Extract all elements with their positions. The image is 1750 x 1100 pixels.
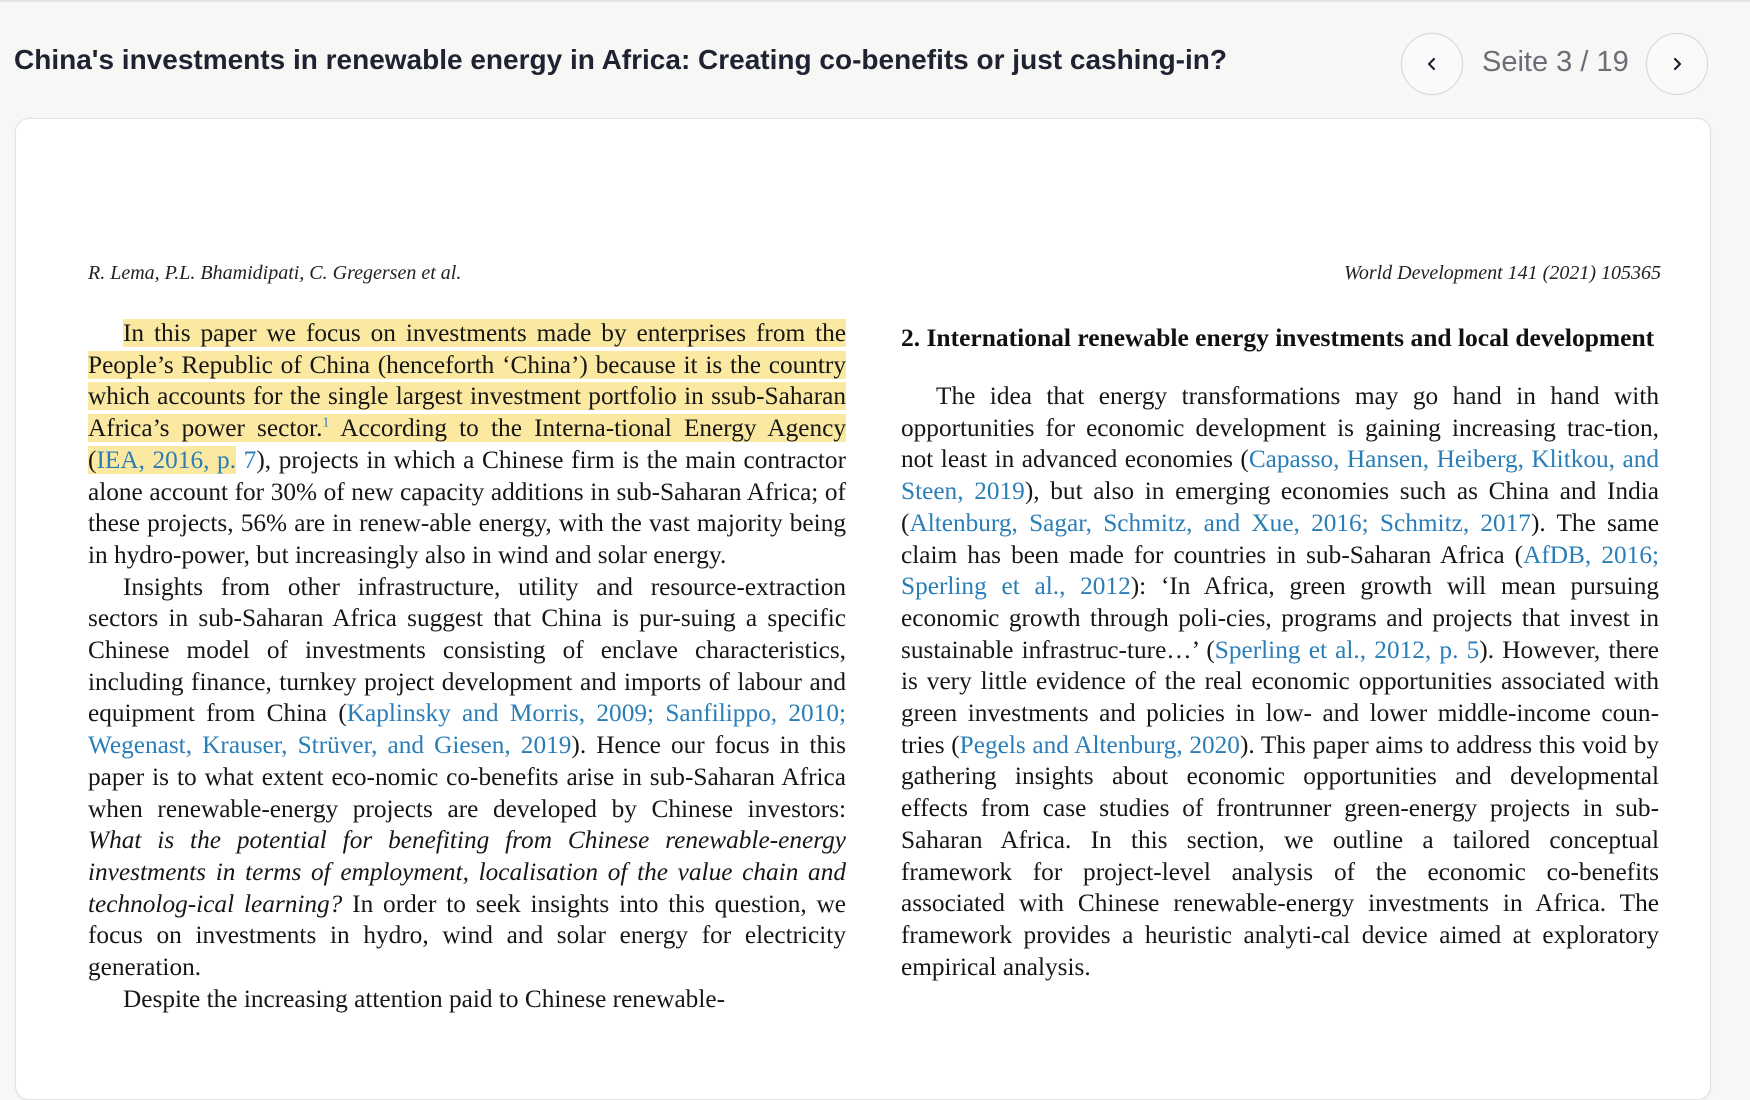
paragraph-text: ). The same claim has been made for countries in sub-Saharan Africa (	[901, 508, 1659, 569]
section-heading: 2. International renewable energy investments and local development	[901, 323, 1655, 352]
paragraph	[88, 318, 846, 572]
citation-link[interactable]: IEA, 2016, p.	[96, 445, 237, 474]
paragraph-text: ). However, there is very little evidence of the real economic opportunities associated with green investments and policies in low- and lower middle-income coun-tries (	[901, 635, 1660, 759]
running-head-authors: R. Lema, P.L. Bhamidipati, C. Gregersen et al.	[88, 262, 462, 284]
paragraph-text: In order to seek insights into this question, we focus on investments in hydro, wind and solar energy for electricity generation.	[88, 889, 846, 982]
citation-link[interactable]: Altenburg, Sagar, Schmitz, and Xue, 2016; Schmitz, 2017	[909, 508, 1531, 537]
running-head-journal: World Development 141 (2021) 105365	[1344, 262, 1661, 284]
document-title: China's investments in renewable energy in Africa: Creating co-benefits or just cashing-in?	[14, 44, 1227, 75]
paragraph	[901, 381, 1659, 983]
paragraph-text: ), projects in which a Chinese firm is the main contractor alone account for 30% of new capacity additions in sub-Saharan Africa; of these projects, 56% are in renew-able energy, with the vast majority being in hydro-power, but increasingly also in wind and solar energy.	[88, 445, 847, 569]
right-column	[901, 318, 1659, 983]
research-question: What is the potential for benefiting from Chinese renewable-energy investments in terms of employment, localisation of the value chain and technolog-ical learning?	[88, 826, 846, 918]
top-divider	[0, 0, 1750, 2]
left-column	[88, 318, 846, 1015]
previous-page-button[interactable]	[1401, 33, 1463, 95]
citation-link[interactable]: 7	[236, 445, 257, 474]
paragraph: Despite the increasing attention paid to Chinese renewable-	[123, 984, 725, 1013]
citation-link[interactable]: AfDB, 2016; Sperling et al., 2012	[901, 540, 1659, 601]
citation-link[interactable]: Kaplinsky and Morris, 2009; Sanfilippo, 2010; Wegenast, Krauser, Strüver, and Giesen, 2019	[88, 699, 846, 760]
paragraph-text: ): ‘In Africa, green growth will mean pursuing economic growth through poli-cies, programs and projects that invest in sustainable infrastruc-ture…’ (	[901, 572, 1660, 664]
citation-link[interactable]: Capasso, Hansen, Heiberg, Klitkou, and Steen, 2019	[901, 445, 1659, 506]
page-indicator: Seite 3 / 19	[1482, 46, 1629, 78]
footnote-marker[interactable]: 1	[322, 415, 330, 431]
citation-link[interactable]: Sperling et al., 2012, p. 5	[1214, 635, 1480, 664]
chevron-left-icon	[1424, 56, 1440, 72]
next-page-button[interactable]	[1646, 33, 1708, 95]
paragraph-text: ), but also in emerging economies such as China and India (	[901, 477, 1659, 537]
paragraph	[88, 572, 846, 984]
paragraph-text: ). This paper aims to address this void by gathering insights about economic opportunities and developmental effects from case studies of frontrunner green-energy projects in sub-Saharan Africa. In this section, we outline a tailored conceptual framework for project-level analysis of the economic co-benefits associated with Chinese renewable-energy investments in Africa. The framework provides a heuristic analyti-cal device aimed at exploratory empirical analysis.	[901, 730, 1659, 981]
highlight-span: In this paper we focus on investments made by enterprises from the People’s Republic of China (henceforth ‘China’) because it is the country which accounts for the single largest investment portfolio in ssub-Saharan Africa’s power sector.	[88, 319, 846, 443]
highlight-span: According to the Interna-tional Energy Agency (	[88, 414, 847, 474]
paragraph-text: The idea that energy transformations may go hand in hand with opportunities for economic development is gaining increasing trac-tion, not least in advanced economies (	[901, 382, 1659, 474]
paragraph-text: ). Hence our focus in this paper is to what extent eco-nomic co-benefits arise in sub-Saharan Africa when renewable-energy projects are developed by Chinese investors:	[88, 731, 846, 823]
chevron-right-icon	[1669, 56, 1685, 72]
citation-link[interactable]: Pegels and Altenburg, 2020	[959, 730, 1240, 759]
paragraph-text: Insights from other infrastructure, utility and resource-extraction sectors in sub-Saharan Africa suggest that China is pur-suing a specific Chinese model of investments consisting of enclave characteristics, including finance, turnkey project development and imports of labour and equipment from China (	[88, 572, 846, 728]
